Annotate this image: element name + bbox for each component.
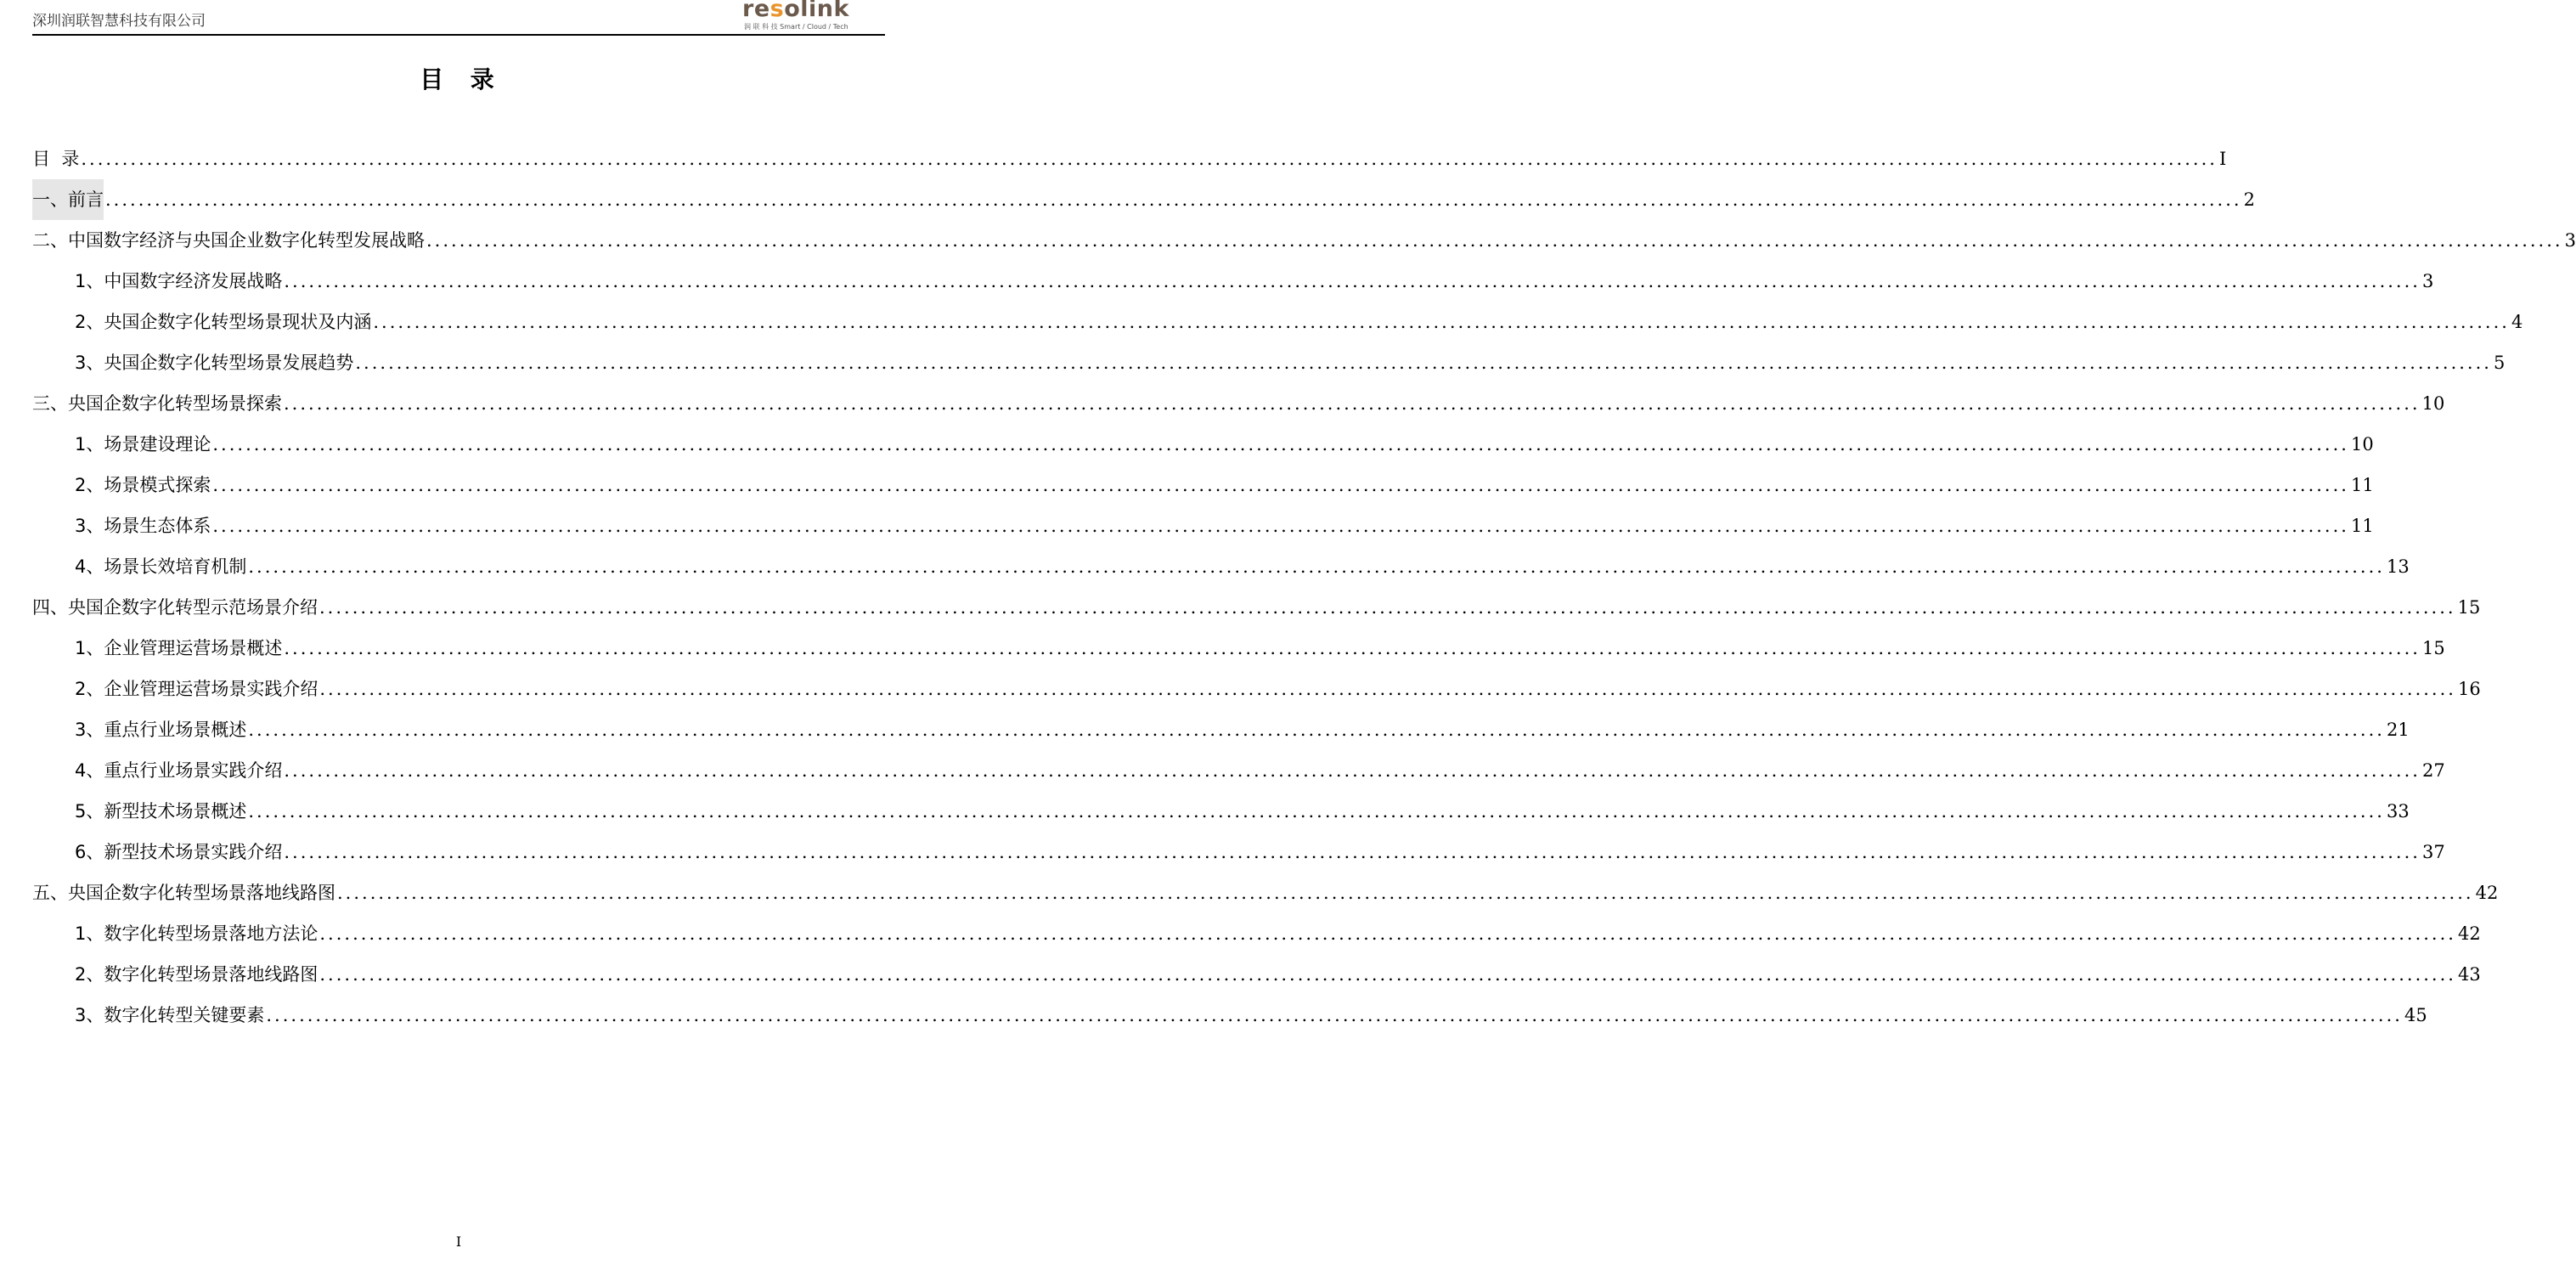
toc-entry-page-number: 15 bbox=[2457, 597, 2481, 618]
toc-entry[interactable] bbox=[32, 709, 2410, 750]
logo-text-accent: s bbox=[769, 0, 785, 22]
toc-dot-leader: .................................................................................................................................................................................................................................................................... bbox=[266, 1005, 2403, 1025]
toc-entry-title: 五、央国企数字化转型场景落地线路图 bbox=[32, 883, 335, 903]
toc-entry-title: 目 录 bbox=[32, 149, 80, 169]
toc-entry[interactable] bbox=[32, 587, 2481, 628]
toc-entry-page-number: 13 bbox=[2386, 556, 2410, 577]
toc-dot-leader: .................................................................................................................................................................................................................................................................... bbox=[212, 434, 2349, 455]
toc-dot-leader: .................................................................................................................................................................................................................................................................... bbox=[319, 679, 2456, 699]
logo-wordmark bbox=[742, 0, 849, 22]
toc-entry[interactable] bbox=[32, 465, 2374, 505]
toc-entry-page-number: 33 bbox=[2386, 801, 2410, 821]
toc-dot-leader: .................................................................................................................................................................................................................................................................... bbox=[319, 964, 2456, 985]
toc-dot-leader: .................................................................................................................................................................................................................................................................... bbox=[373, 312, 2510, 332]
toc-entry-title: 2、企业管理运营场景实践介绍 bbox=[75, 679, 318, 699]
toc-entry-title: 3、重点行业场景概述 bbox=[75, 720, 247, 740]
company-name: 深圳润联智慧科技有限公司 bbox=[32, 13, 206, 30]
toc-entry[interactable] bbox=[32, 995, 2427, 1036]
toc-entry[interactable] bbox=[32, 832, 2445, 872]
resolink-logo bbox=[742, 0, 870, 32]
toc-entry-page-number: 5 bbox=[2493, 353, 2506, 373]
toc-entry-page-number: 3 bbox=[2421, 271, 2434, 291]
toc-dot-leader: .................................................................................................................................................................................................................................................................... bbox=[248, 720, 2385, 740]
toc-entry[interactable] bbox=[32, 954, 2481, 995]
toc-entry-page-number: 42 bbox=[2457, 923, 2481, 944]
toc-entry[interactable] bbox=[32, 424, 2374, 465]
toc-entry[interactable] bbox=[32, 791, 2410, 832]
toc-entry-page-number: 27 bbox=[2421, 760, 2445, 781]
toc-entry-title: 四、央国企数字化转型示范场景介绍 bbox=[32, 597, 318, 618]
toc-entry-page-number: 11 bbox=[2350, 516, 2374, 536]
toc-entry-page-number: I bbox=[2218, 149, 2227, 169]
logo-tagline: 润 联 科 技 Smart / Cloud / Tech bbox=[744, 23, 848, 31]
toc-dot-leader: .................................................................................................................................................................................................................................................................... bbox=[319, 597, 2456, 618]
toc-entry-page-number: 15 bbox=[2421, 638, 2445, 658]
toc-entry-page-number: 10 bbox=[2421, 393, 2445, 414]
toc-dot-leader: .................................................................................................................................................................................................................................................................... bbox=[319, 923, 2456, 944]
toc-entry[interactable] bbox=[32, 179, 2255, 220]
toc-list bbox=[32, 138, 2576, 1036]
toc-entry[interactable] bbox=[32, 913, 2481, 954]
toc-entry-title: 4、场景长效培育机制 bbox=[75, 556, 247, 577]
page-number: I bbox=[455, 1234, 462, 1250]
toc-dot-leader: .................................................................................................................................................................................................................................................................... bbox=[248, 801, 2385, 821]
toc-entry-title: 3、场景生态体系 bbox=[75, 516, 211, 536]
toc-entry-title: 4、重点行业场景实践介绍 bbox=[75, 760, 283, 781]
toc-entry-title: 5、新型技术场景概述 bbox=[75, 801, 247, 821]
toc-entry[interactable] bbox=[32, 628, 2445, 669]
toc-entry-title: 1、数字化转型场景落地方法论 bbox=[75, 923, 318, 944]
toc-dot-leader: .................................................................................................................................................................................................................................................................... bbox=[284, 271, 2421, 291]
toc-entry[interactable] bbox=[32, 261, 2434, 302]
toc-entry-title: 6、新型技术场景实践介绍 bbox=[75, 842, 283, 862]
toc-entry-title: 三、央国企数字化转型场景探索 bbox=[32, 393, 282, 414]
toc-entry-page-number: 3 bbox=[2564, 230, 2576, 251]
toc-entry[interactable] bbox=[32, 669, 2481, 709]
toc-dot-leader: .................................................................................................................................................................................................................................................................... bbox=[337, 883, 2474, 903]
toc-entry-page-number: 11 bbox=[2350, 475, 2374, 495]
toc-entry[interactable] bbox=[32, 138, 2227, 179]
toc-entry-title: 一、前言 bbox=[32, 179, 104, 220]
toc-dot-leader: .................................................................................................................................................................................................................................................................... bbox=[212, 475, 2349, 495]
page-header bbox=[32, 0, 885, 36]
toc-entry[interactable] bbox=[32, 342, 2506, 383]
toc-entry-title: 3、数字化转型关键要素 bbox=[75, 1005, 265, 1025]
toc-entry[interactable] bbox=[32, 302, 2523, 342]
toc-dot-leader: .................................................................................................................................................................................................................................................................... bbox=[212, 516, 2349, 536]
toc-entry-page-number: 4 bbox=[2511, 312, 2523, 332]
toc-entry-page-number: 16 bbox=[2457, 679, 2481, 699]
toc-entry-title: 1、企业管理运营场景概述 bbox=[75, 638, 283, 658]
toc-entry-page-number: 42 bbox=[2475, 883, 2499, 903]
toc-entry-page-number: 45 bbox=[2404, 1005, 2427, 1025]
toc-title: 目 录 bbox=[420, 65, 498, 93]
toc-entry[interactable] bbox=[32, 872, 2499, 913]
toc-dot-leader: .................................................................................................................................................................................................................................................................... bbox=[105, 189, 2242, 210]
toc-entry-page-number: 43 bbox=[2457, 964, 2481, 985]
toc-entry[interactable] bbox=[32, 750, 2445, 791]
toc-entry[interactable] bbox=[32, 505, 2374, 546]
toc-dot-leader: .................................................................................................................................................................................................................................................................... bbox=[284, 760, 2421, 781]
toc-dot-leader: .................................................................................................................................................................................................................................................................... bbox=[355, 353, 2492, 373]
toc-entry[interactable] bbox=[32, 220, 2576, 261]
toc-entry-page-number: 21 bbox=[2386, 720, 2410, 740]
toc-dot-leader: .................................................................................................................................................................................................................................................................... bbox=[248, 556, 2385, 577]
toc-entry[interactable] bbox=[32, 383, 2445, 424]
toc-entry-page-number: 2 bbox=[2243, 189, 2255, 210]
logo-text-b: olink bbox=[784, 0, 849, 22]
toc-entry-title: 二、中国数字经济与央国企业数字化转型发展战略 bbox=[32, 230, 425, 251]
toc-entry[interactable] bbox=[32, 546, 2410, 587]
toc-dot-leader: .................................................................................................................................................................................................................................................................... bbox=[284, 393, 2421, 414]
logo-text-a: re bbox=[742, 0, 770, 22]
toc-entry-title: 1、场景建设理论 bbox=[75, 434, 211, 455]
toc-dot-leader: .................................................................................................................................................................................................................................................................... bbox=[284, 638, 2421, 658]
toc-dot-leader: .................................................................................................................................................................................................................................................................... bbox=[284, 842, 2421, 862]
toc-entry-title: 2、场景模式探索 bbox=[75, 475, 211, 495]
toc-entry-title: 3、央国企数字化转型场景发展趋势 bbox=[75, 353, 354, 373]
toc-entry-page-number: 10 bbox=[2350, 434, 2374, 455]
toc-entry-title: 2、数字化转型场景落地线路图 bbox=[75, 964, 318, 985]
toc-entry-title: 2、央国企数字化转型场景现状及内涵 bbox=[75, 312, 372, 332]
toc-entry-page-number: 37 bbox=[2421, 842, 2445, 862]
toc-dot-leader: .................................................................................................................................................................................................................................................................... bbox=[81, 149, 2218, 169]
toc-entry-title: 1、中国数字经济发展战略 bbox=[75, 271, 283, 291]
toc-dot-leader: .................................................................................................................................................................................................................................................................... bbox=[426, 230, 2563, 251]
